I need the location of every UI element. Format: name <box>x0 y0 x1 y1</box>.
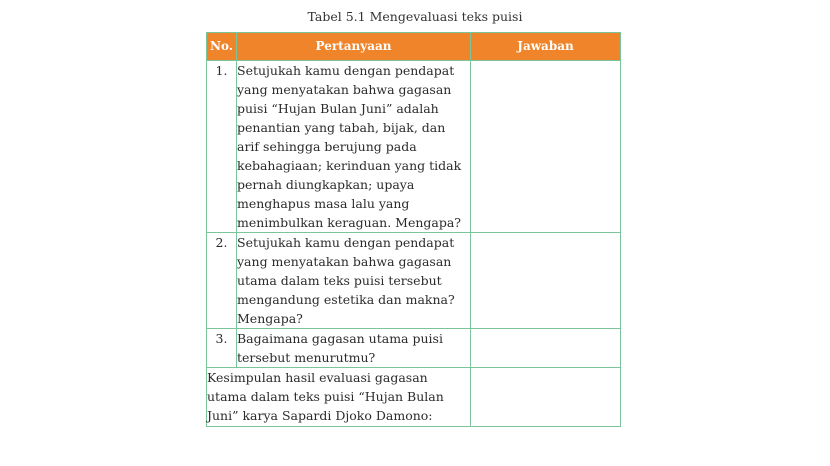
table-row <box>207 61 621 233</box>
header-answer: Jawaban <box>471 33 621 61</box>
table-row <box>207 329 621 368</box>
table-row <box>207 233 621 329</box>
answer-cell[interactable] <box>471 329 621 368</box>
conclusion-row <box>207 368 621 427</box>
header-question: Pertanyaan <box>237 33 471 61</box>
evaluation-table <box>206 32 621 427</box>
header-no: No. <box>207 33 237 61</box>
question-text: Bagaimana gagasan utama puisi tersebut menurutmu? <box>237 329 471 368</box>
question-text: Setujukah kamu dengan pendapat yang menyatakan bahwa gagasan utama dalam teks puisi tersebut mengandung estetika dan makna? Mengapa? <box>237 233 471 329</box>
table-caption: Tabel 5.1 Mengevaluasi teks puisi <box>307 9 523 24</box>
table-header-row <box>207 33 621 61</box>
row-number: 1. <box>207 61 237 233</box>
answer-cell[interactable] <box>471 233 621 329</box>
row-number: 2. <box>207 233 237 329</box>
answer-cell[interactable] <box>471 61 621 233</box>
conclusion-text: Kesimpulan hasil evaluasi gagasan utama dalam teks puisi “Hujan Bulan Juni” karya Sapardi Djoko Damono: <box>207 368 471 427</box>
conclusion-answer-cell[interactable] <box>471 368 621 427</box>
question-text: Setujukah kamu dengan pendapat yang menyatakan bahwa gagasan puisi “Hujan Bulan Juni” adalah penantian yang tabah, bijak, dan arif sehingga berujung pada kebahagiaan; kerinduan yang tidak pernah diungkapkan; upaya menghapus masa lalu yang menimbulkan keraguan. Mengapa? <box>237 61 471 233</box>
row-number: 3. <box>207 329 237 368</box>
